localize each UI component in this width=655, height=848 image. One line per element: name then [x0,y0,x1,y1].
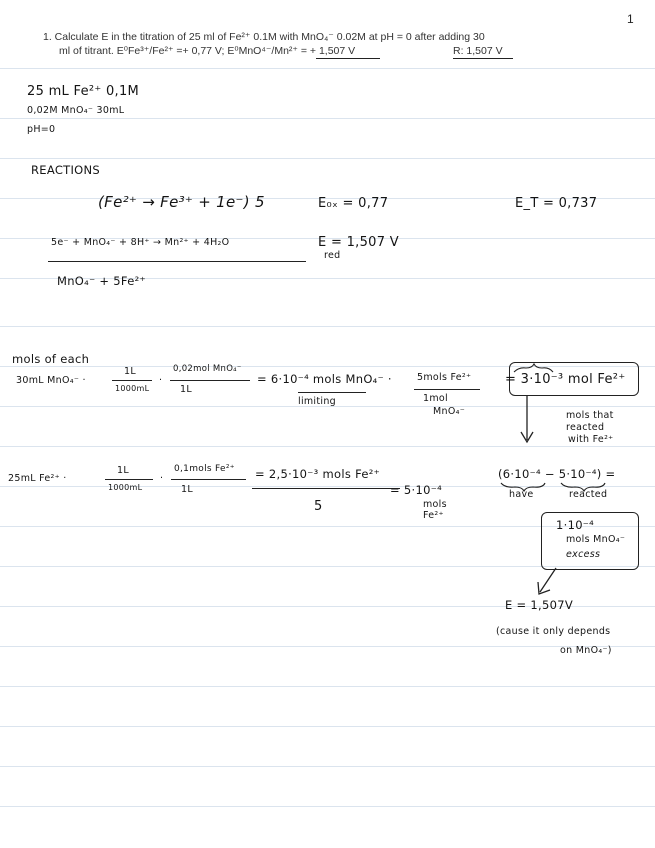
final-note-2: on MnO₄⁻) [560,645,612,656]
reacted-note-2: reacted [566,422,605,433]
frac2-numerator: 0,02mol MnO₄⁻ [173,364,242,374]
frac2-denominator: 1L [180,384,192,395]
problem-result: R: 1,507 V [453,45,503,57]
reactions-heading: REACTIONS [31,163,101,177]
reacted-label: reacted [569,489,608,500]
arrow-down-icon [521,396,533,442]
reduction-potential: E = 1,507 V [318,235,399,250]
frac5-denominator: 1L [181,484,193,495]
problem-line-1: 1. Calculate E in the titration of 25 ml of Fe²⁺ 0.1M with MnO₄⁻ 0.02M at pH = 0 after adding 30 [43,31,485,43]
frac1-numerator: 1L [124,366,136,377]
given-ph: pH=0 [27,124,56,135]
frac3-numerator: 5mols Fe²⁺ [417,372,472,383]
arrow-down-left-icon [538,568,556,594]
overall-reaction: MnO₄⁻ + 5Fe²⁺ [57,274,146,288]
mno4-volume: 30mL MnO₄⁻ · [16,375,86,386]
final-note-1: (cause it only depends [496,626,611,637]
total-potential: E_T = 0,737 [515,196,598,211]
fe-mols-unit-2: Fe²⁺ [423,510,444,521]
excess-label: excess [566,549,601,560]
reacted-note-3: with Fe²⁺ [568,434,614,445]
frac4-numerator: 1L [117,465,129,476]
fe-mols-unit-1: mols [423,499,447,510]
multiply-dot-1: · [159,375,163,386]
frac3-denominator-1: 1mol [423,393,448,404]
excess-calculation: (6·10⁻⁴ − 5·10⁻⁴) = [498,467,616,481]
mols-heading: mols of each [12,352,90,366]
frac1-denominator: 1000mL [115,384,150,393]
brace-fe-reacted [514,364,553,372]
problem-line-2: ml of titrant. E⁰Fe³⁺/Fe²⁺ =+ 0,77 V; E⁰MnO⁴⁻/Mn²⁺ = + 1,507 V [59,45,356,57]
excess-unit: mols MnO₄⁻ [566,534,626,545]
given-fe: 25 mL Fe²⁺ 0,1M [27,84,140,99]
given-mno4: 0,02M MnO₄⁻ 30mL [27,105,125,116]
have-label: have [509,489,534,500]
page-number: 1 [627,12,634,26]
reduction-half-reaction: 5e⁻ + MnO₄⁻ + 8H⁺ → Mn²⁺ + 4H₂O [51,237,230,248]
brace-reacted [561,483,605,491]
reacted-note-1: mols that [566,410,614,421]
frac3-denominator-2: MnO₄⁻ [433,406,466,417]
excess-value: 1·10⁻⁴ [556,518,595,532]
oxidation-potential: E₀ₓ = 0,77 [318,196,389,211]
limiting-label: limiting [298,396,336,407]
fe-reacted-result: = 3·10⁻³ mol Fe²⁺ [505,372,626,387]
brace-have [501,483,545,491]
reduction-label: red [324,250,341,261]
final-potential: E = 1,507V [505,598,574,612]
frac5-numerator: 0,1mols Fe²⁺ [174,464,235,474]
fe-mols-result: = 2,5·10⁻³ mols Fe²⁺ [255,467,381,481]
multiply-dot-2: · [160,473,164,484]
divide-by-five: 5 [314,499,323,514]
fe-mols-value: = 5·10⁻⁴ [390,483,442,497]
mno4-mols-result: = 6·10⁻⁴ mols MnO₄⁻ · [257,372,392,386]
fe-volume: 25mL Fe²⁺ · [8,473,67,484]
frac4-denominator: 1000mL [108,483,143,492]
oxidation-half-reaction: (Fe²⁺ → Fe³⁺ + 1e⁻) 5 [98,193,265,211]
